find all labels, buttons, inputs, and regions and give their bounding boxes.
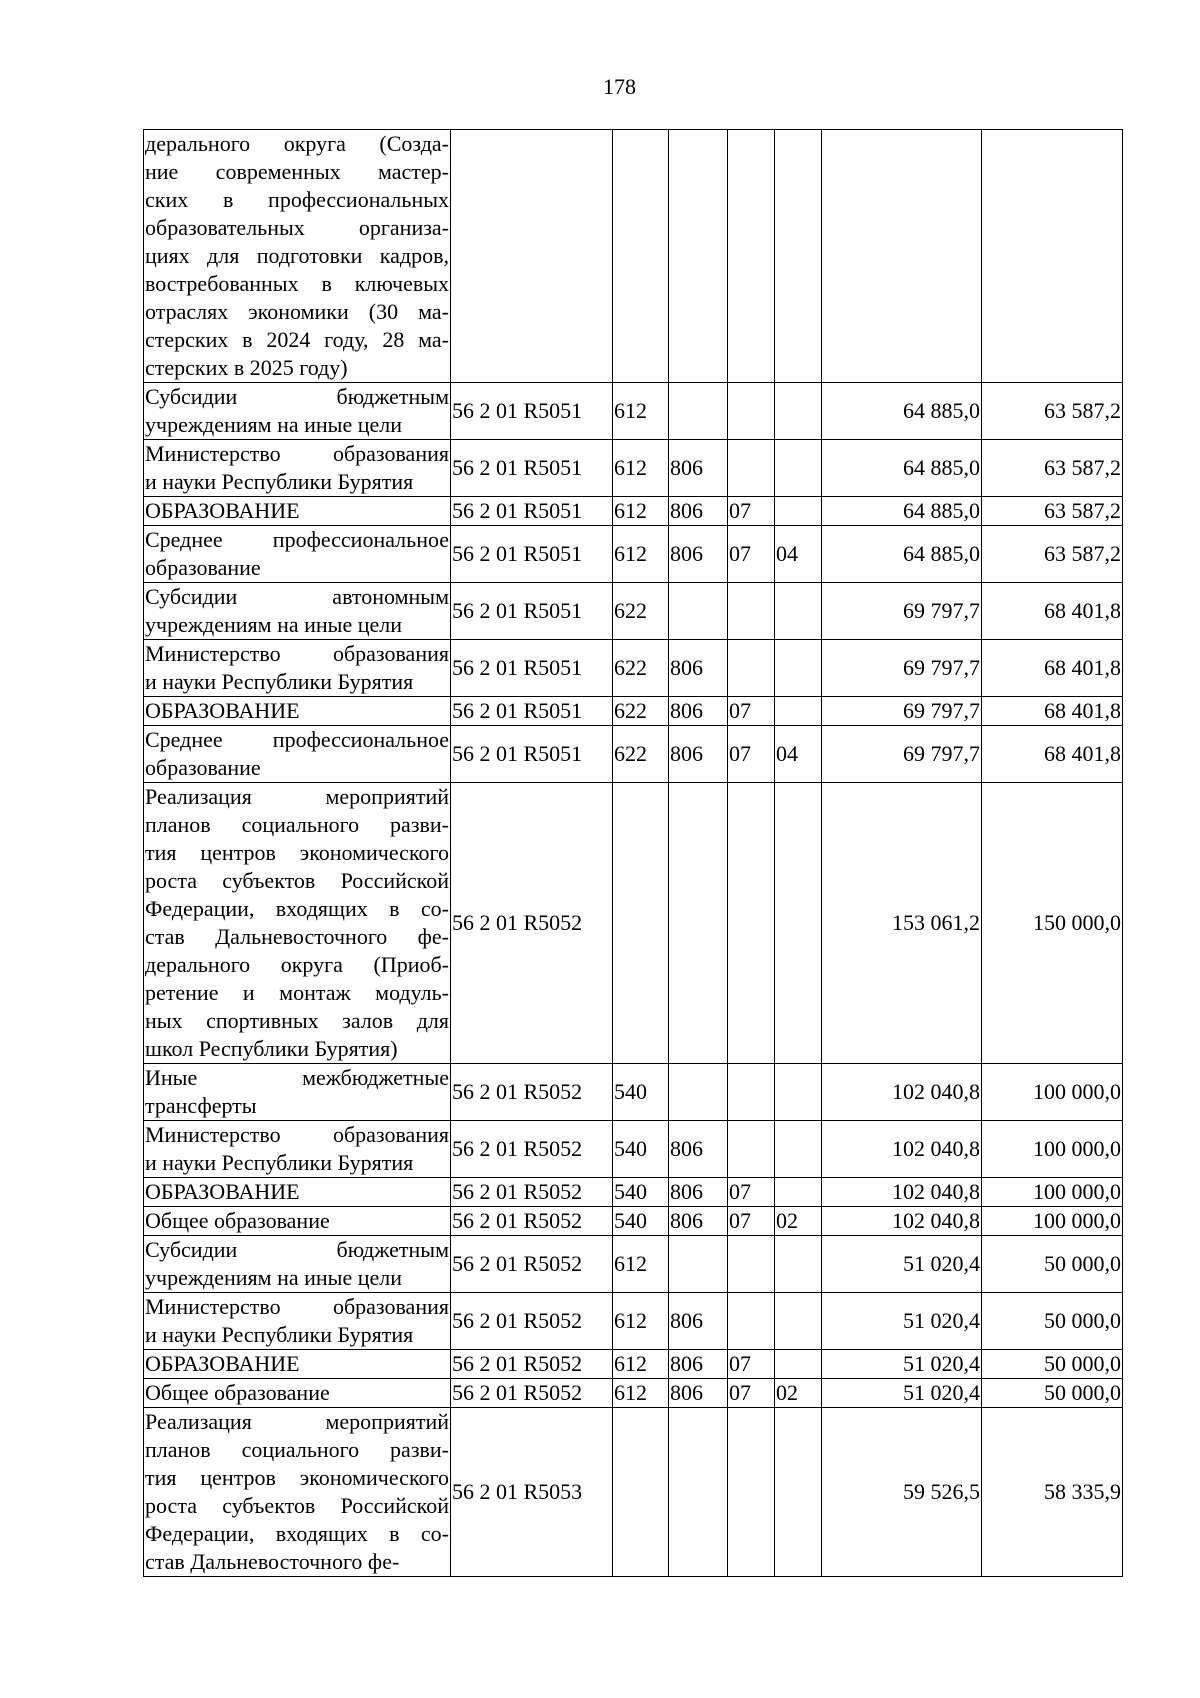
target-article-cell: 56 2 01 R5052 [451, 1064, 613, 1121]
section-cell [728, 130, 775, 383]
administrator-code-cell: 806 [669, 440, 728, 497]
administrator-code-cell: 806 [669, 1293, 728, 1350]
amount-2025-cell: 100 000,0 [982, 1121, 1123, 1178]
item-name-line: став Дальневосточного фе- [145, 924, 449, 949]
item-name-line: ретение и монтаж модуль- [145, 980, 449, 1005]
amount-2024-cell: 51 020,4 [822, 1350, 982, 1379]
table-row [144, 383, 1123, 440]
item-name-line: образовательных организа- [145, 215, 449, 240]
item-name-line: Среднее профессиональное [145, 527, 449, 552]
subsection-cell [775, 1236, 822, 1293]
administrator-code-cell: 806 [669, 1178, 728, 1207]
subsection-cell: 02 [775, 1379, 822, 1408]
table-row [144, 697, 1123, 726]
item-name-cell [144, 1408, 451, 1577]
expense-type-cell: 612 [613, 440, 669, 497]
subsection-cell [775, 583, 822, 640]
table-row [144, 1350, 1123, 1379]
administrator-code-cell: 806 [669, 726, 728, 783]
item-name-line: ОБРАЗОВАНИЕ [145, 1179, 300, 1204]
item-name-cell [144, 1379, 451, 1408]
administrator-code-cell [669, 783, 728, 1064]
amount-2025-cell [982, 130, 1123, 383]
section-cell: 07 [728, 1350, 775, 1379]
administrator-code-cell [669, 1236, 728, 1293]
item-name-line: стерских в 2025 году) [145, 355, 348, 380]
section-cell [728, 1236, 775, 1293]
subsection-cell [775, 1408, 822, 1577]
target-article-cell: 56 2 01 R5051 [451, 583, 613, 640]
amount-2024-cell: 69 797,7 [822, 583, 982, 640]
expense-type-cell [613, 783, 669, 1064]
section-cell [728, 1408, 775, 1577]
item-name-line: тия центров экономического [145, 840, 449, 865]
item-name-line: трансферты [145, 1093, 257, 1118]
section-cell: 07 [728, 1379, 775, 1408]
expense-type-cell: 612 [613, 1293, 669, 1350]
administrator-code-cell: 806 [669, 497, 728, 526]
item-name-cell [144, 497, 451, 526]
administrator-code-cell: 806 [669, 697, 728, 726]
amount-2024-cell: 69 797,7 [822, 697, 982, 726]
item-name-line: востребованных в ключевых [145, 271, 449, 296]
expense-type-cell: 622 [613, 640, 669, 697]
target-article-cell: 56 2 01 R5052 [451, 1207, 613, 1236]
item-name-line: образование [145, 755, 261, 780]
target-article-cell: 56 2 01 R5052 [451, 1379, 613, 1408]
expense-type-cell: 622 [613, 583, 669, 640]
target-article-cell: 56 2 01 R5052 [451, 1121, 613, 1178]
target-article-cell: 56 2 01 R5052 [451, 1178, 613, 1207]
item-name-line: отраслях экономики (30 ма- [145, 299, 449, 324]
subsection-cell [775, 440, 822, 497]
target-article-cell: 56 2 01 R5052 [451, 1350, 613, 1379]
page-number: 178 [603, 74, 636, 99]
item-name-cell [144, 1350, 451, 1379]
item-name-line: и науки Республики Бурятия [145, 669, 414, 694]
item-name-line: планов социального разви- [145, 812, 449, 837]
item-name-cell [144, 697, 451, 726]
amount-2024-cell: 51 020,4 [822, 1379, 982, 1408]
amount-2025-cell: 100 000,0 [982, 1178, 1123, 1207]
item-name-line: планов социального разви- [145, 1437, 449, 1462]
table-row [144, 1293, 1123, 1350]
item-name-line: дерального округа (Приоб- [145, 952, 449, 977]
subsection-cell: 04 [775, 726, 822, 783]
amount-2025-cell: 68 401,8 [982, 640, 1123, 697]
item-name-cell [144, 640, 451, 697]
item-name-cell [144, 130, 451, 383]
subsection-cell: 02 [775, 1207, 822, 1236]
item-name-line: Среднее профессиональное [145, 727, 449, 752]
administrator-code-cell [669, 130, 728, 383]
target-article-cell: 56 2 01 R5051 [451, 726, 613, 783]
administrator-code-cell: 806 [669, 1207, 728, 1236]
item-name-line: стерских в 2024 году, 28 ма- [145, 327, 449, 352]
item-name-line: Общее образование [145, 1380, 330, 1405]
expense-type-cell: 612 [613, 526, 669, 583]
amount-2025-cell: 63 587,2 [982, 497, 1123, 526]
amount-2024-cell [822, 130, 982, 383]
item-name-cell [144, 1293, 451, 1350]
item-name-cell [144, 1207, 451, 1236]
section-cell [728, 583, 775, 640]
amount-2025-cell: 63 587,2 [982, 383, 1123, 440]
subsection-cell [775, 130, 822, 383]
target-article-cell: 56 2 01 R5053 [451, 1408, 613, 1577]
table-row [144, 1121, 1123, 1178]
item-name-line: Министерство образования [145, 1294, 449, 1319]
target-article-cell: 56 2 01 R5051 [451, 697, 613, 726]
subsection-cell [775, 383, 822, 440]
table-row [144, 130, 1123, 383]
section-cell [728, 440, 775, 497]
item-name-line: Субсидии бюджетным [145, 384, 449, 409]
section-cell [728, 783, 775, 1064]
amount-2025-cell: 150 000,0 [982, 783, 1123, 1064]
table-row [144, 497, 1123, 526]
expense-type-cell: 612 [613, 1379, 669, 1408]
item-name-line: образование [145, 555, 261, 580]
section-cell: 07 [728, 697, 775, 726]
table-row [144, 440, 1123, 497]
amount-2025-cell: 68 401,8 [982, 697, 1123, 726]
administrator-code-cell [669, 583, 728, 640]
section-cell: 07 [728, 1178, 775, 1207]
item-name-line: ОБРАЗОВАНИЕ [145, 498, 300, 523]
item-name-cell [144, 440, 451, 497]
section-cell [728, 383, 775, 440]
amount-2024-cell: 69 797,7 [822, 640, 982, 697]
expense-type-cell: 612 [613, 497, 669, 526]
table-row [144, 1236, 1123, 1293]
section-cell [728, 640, 775, 697]
section-cell: 07 [728, 497, 775, 526]
section-cell: 07 [728, 726, 775, 783]
administrator-code-cell: 806 [669, 640, 728, 697]
expense-type-cell: 612 [613, 383, 669, 440]
subsection-cell [775, 783, 822, 1064]
amount-2024-cell: 102 040,8 [822, 1178, 982, 1207]
expense-type-cell: 622 [613, 726, 669, 783]
item-name-line: Субсидии автономным [145, 584, 449, 609]
item-name-line: ских в профессиональных [145, 187, 449, 212]
target-article-cell [451, 130, 613, 383]
amount-2024-cell: 59 526,5 [822, 1408, 982, 1577]
subsection-cell [775, 640, 822, 697]
target-article-cell: 56 2 01 R5052 [451, 1236, 613, 1293]
item-name-line: ных спортивных залов для [145, 1008, 449, 1033]
amount-2025-cell: 50 000,0 [982, 1379, 1123, 1408]
amount-2024-cell: 64 885,0 [822, 497, 982, 526]
item-name-line: и науки Республики Бурятия [145, 1322, 414, 1347]
administrator-code-cell [669, 383, 728, 440]
section-cell: 07 [728, 1207, 775, 1236]
section-cell: 07 [728, 526, 775, 583]
item-name-line: тия центров экономического [145, 1465, 449, 1490]
amount-2025-cell: 68 401,8 [982, 583, 1123, 640]
amount-2025-cell: 63 587,2 [982, 526, 1123, 583]
table-row [144, 1064, 1123, 1121]
administrator-code-cell: 806 [669, 1350, 728, 1379]
table-row [144, 1178, 1123, 1207]
item-name-cell [144, 1064, 451, 1121]
item-name-line: Реализация мероприятий [145, 784, 449, 809]
target-article-cell: 56 2 01 R5051 [451, 440, 613, 497]
administrator-code-cell [669, 1064, 728, 1121]
item-name-line: ОБРАЗОВАНИЕ [145, 1351, 300, 1376]
amount-2024-cell: 69 797,7 [822, 726, 982, 783]
subsection-cell [775, 1293, 822, 1350]
target-article-cell: 56 2 01 R5051 [451, 526, 613, 583]
item-name-line: Субсидии бюджетным [145, 1237, 449, 1262]
administrator-code-cell: 806 [669, 1121, 728, 1178]
item-name-line: и науки Республики Бурятия [145, 469, 414, 494]
target-article-cell: 56 2 01 R5051 [451, 497, 613, 526]
expense-type-cell: 540 [613, 1121, 669, 1178]
item-name-line: роста субъектов Российской [145, 868, 449, 893]
amount-2024-cell: 153 061,2 [822, 783, 982, 1064]
amount-2024-cell: 102 040,8 [822, 1064, 982, 1121]
amount-2024-cell: 102 040,8 [822, 1121, 982, 1178]
expense-type-cell: 540 [613, 1207, 669, 1236]
item-name-cell [144, 583, 451, 640]
table-row [144, 526, 1123, 583]
section-cell [728, 1064, 775, 1121]
amount-2025-cell: 63 587,2 [982, 440, 1123, 497]
expense-type-cell [613, 130, 669, 383]
table-row [144, 583, 1123, 640]
item-name-cell [144, 726, 451, 783]
subsection-cell [775, 1350, 822, 1379]
table-row [144, 783, 1123, 1064]
item-name-line: циях для подготовки кадров, [145, 243, 449, 268]
table-row [144, 1408, 1123, 1577]
target-article-cell: 56 2 01 R5051 [451, 383, 613, 440]
item-name-line: ОБРАЗОВАНИЕ [145, 698, 300, 723]
amount-2024-cell: 64 885,0 [822, 383, 982, 440]
subsection-cell [775, 697, 822, 726]
subsection-cell [775, 1178, 822, 1207]
subsection-cell [775, 1064, 822, 1121]
amount-2025-cell: 50 000,0 [982, 1293, 1123, 1350]
budget-table-body [144, 130, 1123, 1577]
item-name-line: дерального округа (Созда- [145, 131, 449, 156]
item-name-line: Министерство образования [145, 1122, 449, 1147]
target-article-cell: 56 2 01 R5052 [451, 1293, 613, 1350]
item-name-line: и науки Республики Бурятия [145, 1150, 414, 1175]
administrator-code-cell [669, 1408, 728, 1577]
target-article-cell: 56 2 01 R5052 [451, 783, 613, 1064]
item-name-cell [144, 1121, 451, 1178]
subsection-cell: 04 [775, 526, 822, 583]
amount-2024-cell: 51 020,4 [822, 1236, 982, 1293]
subsection-cell [775, 1121, 822, 1178]
amount-2025-cell: 100 000,0 [982, 1064, 1123, 1121]
item-name-line: роста субъектов Российской [145, 1493, 449, 1518]
item-name-line: Реализация мероприятий [145, 1409, 449, 1434]
item-name-cell [144, 783, 451, 1064]
budget-table [143, 129, 1123, 1577]
administrator-code-cell: 806 [669, 526, 728, 583]
item-name-cell [144, 383, 451, 440]
table-row [144, 1207, 1123, 1236]
subsection-cell [775, 497, 822, 526]
administrator-code-cell: 806 [669, 1379, 728, 1408]
item-name-line: Министерство образования [145, 641, 449, 666]
expense-type-cell: 612 [613, 1350, 669, 1379]
amount-2024-cell: 102 040,8 [822, 1207, 982, 1236]
section-cell [728, 1293, 775, 1350]
section-cell [728, 1121, 775, 1178]
target-article-cell: 56 2 01 R5051 [451, 640, 613, 697]
expense-type-cell: 622 [613, 697, 669, 726]
item-name-cell [144, 1178, 451, 1207]
item-name-line: учреждениям на иные цели [145, 412, 402, 437]
expense-type-cell: 540 [613, 1178, 669, 1207]
item-name-line: Общее образование [145, 1208, 330, 1233]
table-row [144, 640, 1123, 697]
item-name-cell [144, 526, 451, 583]
item-name-line: Иные межбюджетные [145, 1065, 449, 1090]
amount-2025-cell: 58 335,9 [982, 1408, 1123, 1577]
item-name-line: Федерации, входящих в со- [145, 896, 449, 921]
amount-2025-cell: 50 000,0 [982, 1236, 1123, 1293]
expense-type-cell [613, 1408, 669, 1577]
item-name-line: став Дальневосточного фе- [145, 1549, 400, 1574]
amount-2025-cell: 100 000,0 [982, 1207, 1123, 1236]
item-name-line: Федерации, входящих в со- [145, 1521, 449, 1546]
item-name-line: школ Республики Бурятия) [145, 1036, 398, 1061]
table-row [144, 726, 1123, 783]
item-name-line: ние современных мастер- [145, 159, 449, 184]
item-name-cell [144, 1236, 451, 1293]
amount-2025-cell: 50 000,0 [982, 1350, 1123, 1379]
amount-2024-cell: 64 885,0 [822, 526, 982, 583]
item-name-line: учреждениям на иные цели [145, 612, 402, 637]
expense-type-cell: 540 [613, 1064, 669, 1121]
table-row [144, 1379, 1123, 1408]
item-name-line: учреждениям на иные цели [145, 1265, 402, 1290]
expense-type-cell: 612 [613, 1236, 669, 1293]
amount-2025-cell: 68 401,8 [982, 726, 1123, 783]
amount-2024-cell: 64 885,0 [822, 440, 982, 497]
amount-2024-cell: 51 020,4 [822, 1293, 982, 1350]
item-name-line: Министерство образования [145, 441, 449, 466]
